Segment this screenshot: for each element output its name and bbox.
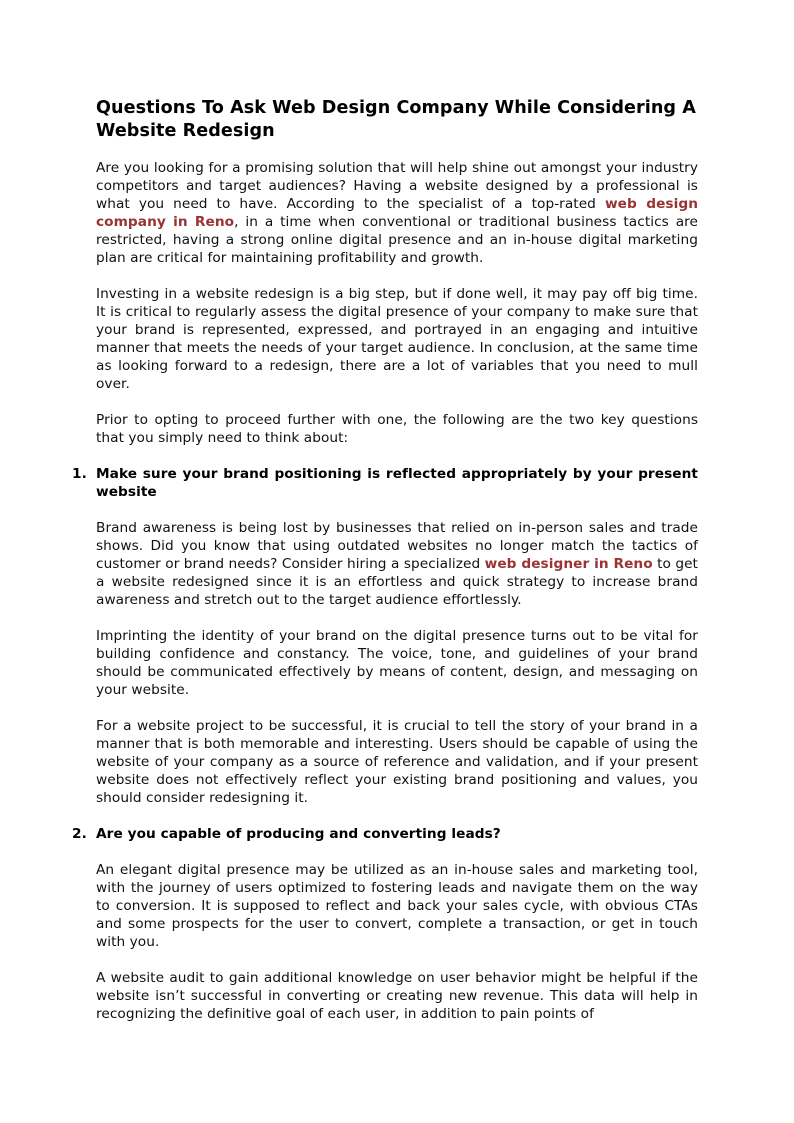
section-1-number: 1. [72, 466, 87, 482]
intro-paragraph-3: Prior to opting to proceed further with one, the following are the two key questions that you simply need to think about: [96, 412, 698, 446]
section-2-paragraph-2: A website audit to gain additional knowledge on user behavior might be helpful if the website isn’t successful in converting or creating new revenue. This data will help in recognizing the definitive goal of each user, in addition to pain points of [96, 970, 698, 1022]
intro-paragraph-2: Investing in a website redesign is a big step, but if done well, it may pay off big time. It is critical to regularly assess the digital presence of your company to make sure that your brand is represented, expressed, and portrayed in an engaging and intuitive manner that meets the needs of your target audience. In conclusion, at the same time as looking forward to a redesign, there are a lot of variables that you need to mull over. [96, 286, 698, 392]
section-2-heading [72, 825, 698, 843]
section-1-paragraph-3: For a website project to be successful, it is crucial to tell the story of your brand in a manner that is both memorable and interesting. Users should be capable of using the website of your company as a source of reference and validation, and if your present website does not effectively reflect your existing brand positioning and values, you should consider redesigning it. [96, 718, 698, 806]
section-1-text-before: Brand awareness is being lost by businesses that relied on in-person sales and trade shows. Did you know that using outdated websites no longer match the tactics of customer or brand needs? Consider hiring a specialized [96, 520, 698, 572]
section-1-paragraph-1 [96, 519, 698, 609]
section-2-number: 2. [72, 826, 87, 842]
section-2-paragraph-1: An elegant digital presence may be utilized as an in-house sales and marketing tool, with the journey of users optimized to fostering leads and navigate them on the way to conversion. It is supposed to reflect and back your sales cycle, with obvious CTAs and some prospects for the user to convert, complete a transaction, or get in touch with you. [96, 862, 698, 950]
section-1-paragraph-2: Imprinting the identity of your brand on the digital presence turns out to be vital for building confidence and constancy. The voice, tone, and guidelines of your brand should be communicated effectively by means of content, design, and messaging on your website. [96, 628, 698, 698]
intro-text-after: , in a time when conventional or traditional business tactics are restricted, having a strong online digital presence and an in-house digital marketing plan are critical for maintaining profitability and growth. [96, 214, 698, 266]
page-title: Questions To Ask Web Design Company While Considering A Website Redesign [96, 98, 696, 141]
section-1-heading [72, 465, 698, 501]
document-page [72, 97, 698, 1041]
section-2-heading-text: Are you capable of producing and converting leads? [96, 826, 501, 842]
section-1-heading-text: Make sure your brand positioning is reflected appropriately by your present website [96, 466, 698, 500]
web-designer-link[interactable]: web designer in Reno [484, 556, 653, 572]
intro-paragraph-1 [96, 159, 698, 267]
intro-text-before: Are you looking for a promising solution that will help shine out amongst your industry competitors and target audiences? Having a website designed by a professional is what you need to have. According to the specialist of a top-rated [96, 160, 698, 212]
section-1-text-after: to get a website redesigned since it is an effortless and quick strategy to increase brand awareness and stretch out to the target audience effortlessly. [96, 556, 698, 608]
web-design-company-link[interactable]: web design company in Reno [96, 196, 698, 230]
